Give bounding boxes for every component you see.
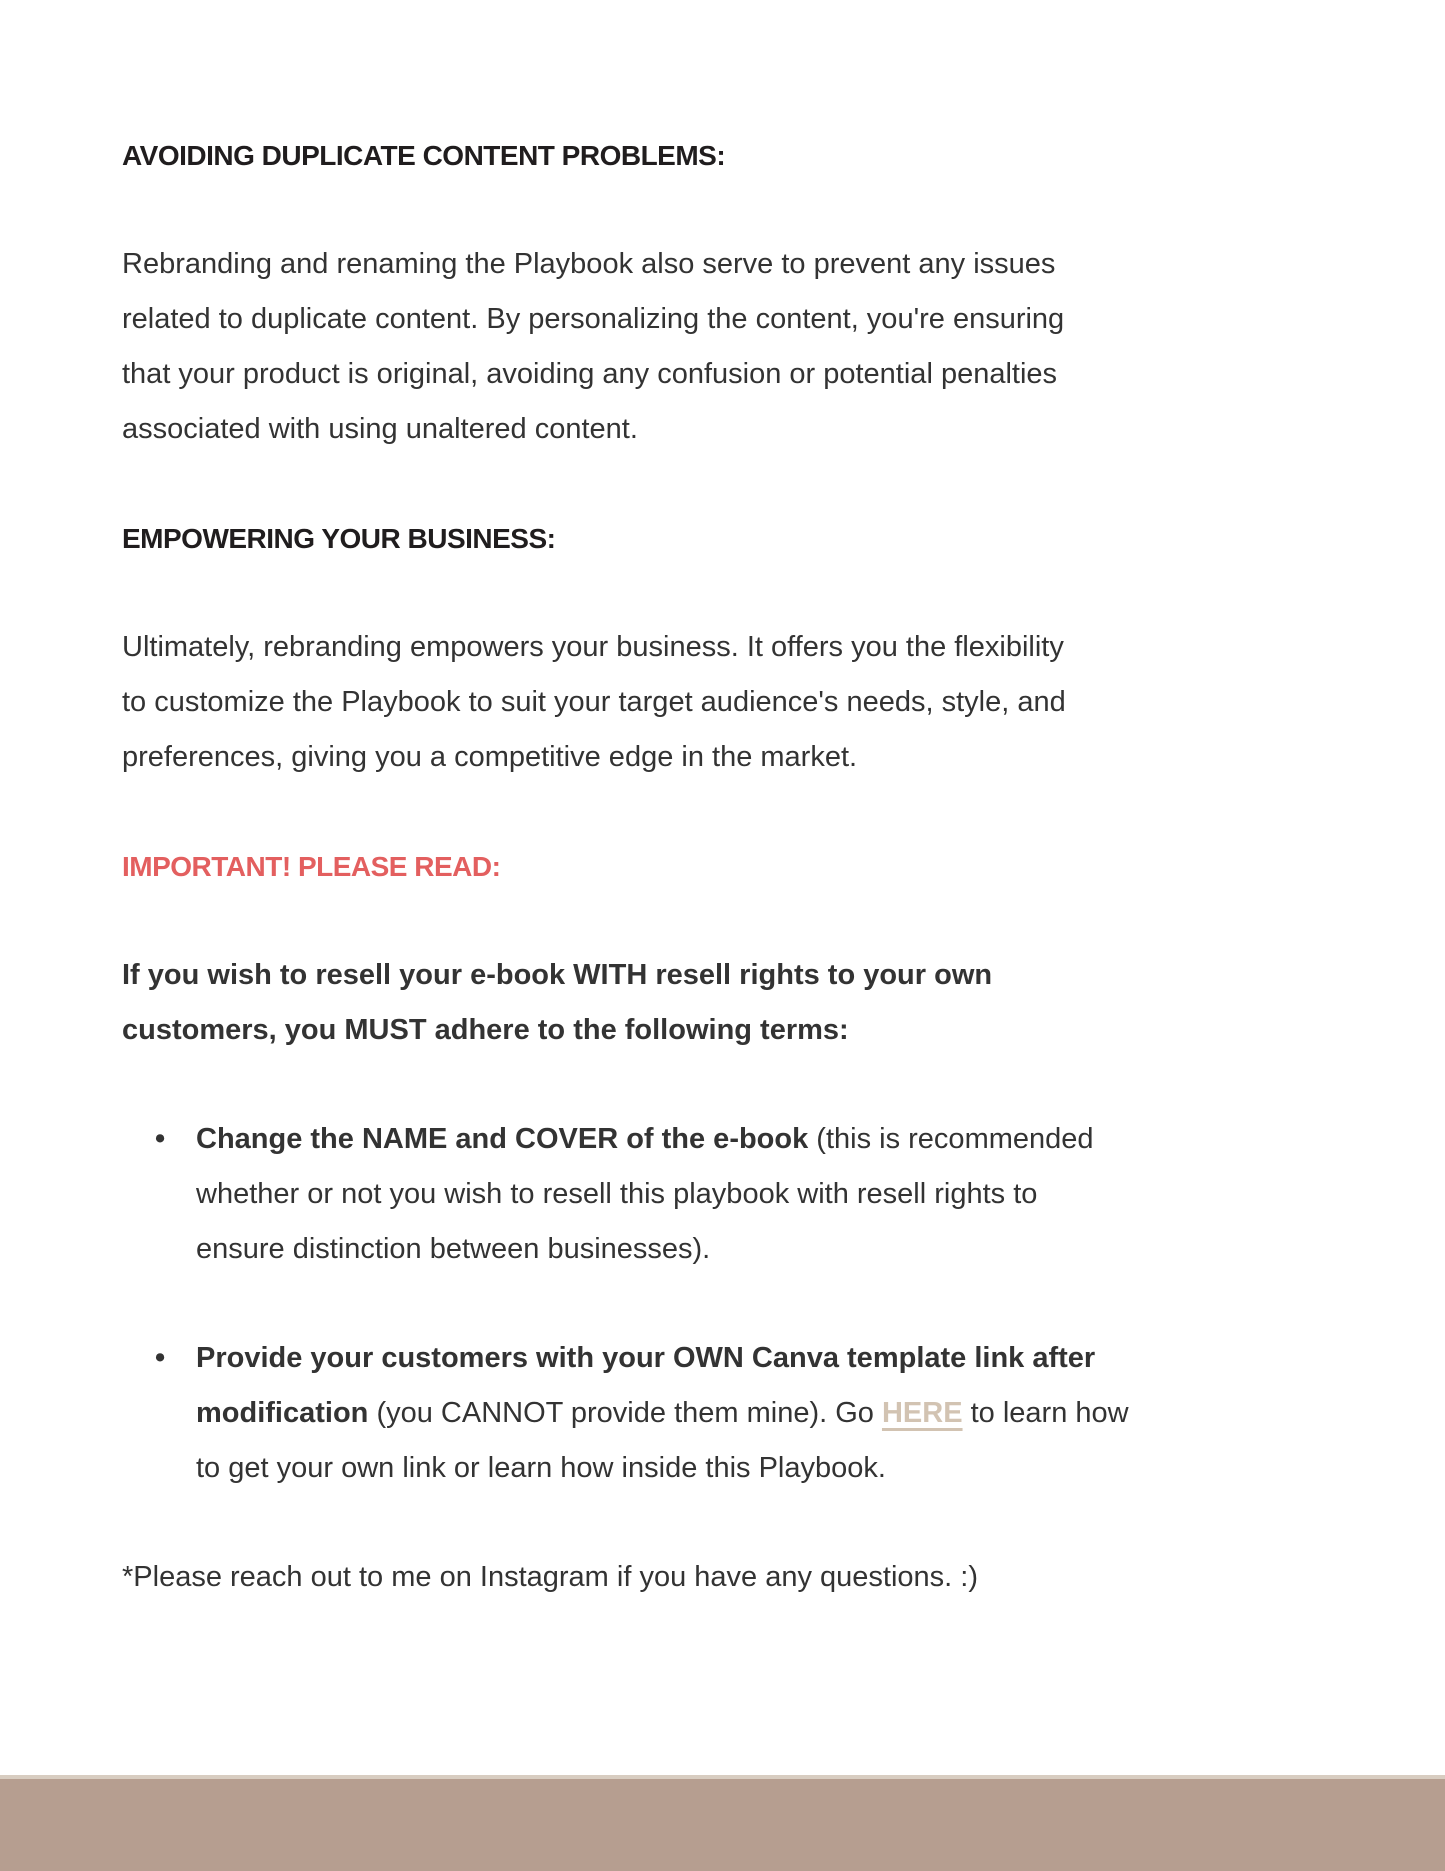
text-line — [122, 620, 1325, 675]
paragraph-empowering-business — [122, 620, 1325, 785]
text-run: Ultimately, rebranding empowers your business. It offers you the flexibility — [122, 631, 1064, 663]
text-line — [196, 1222, 1094, 1277]
text-line — [196, 1331, 1129, 1386]
text-run: to customize the Playbook to suit your target audience's needs, style, and — [122, 686, 1066, 718]
text-line — [122, 347, 1325, 402]
text-run: If you wish to resell your e-book WITH resell rights to your own — [122, 959, 993, 991]
text-run: (this is recommended — [808, 1123, 1094, 1155]
text-line — [122, 237, 1325, 292]
text-line — [196, 1386, 1129, 1441]
resell-terms-list — [122, 1112, 1325, 1496]
heading-avoiding-duplicate-content: AVOIDING DUPLICATE CONTENT PROBLEMS: — [122, 140, 726, 171]
text-line — [196, 1112, 1094, 1167]
footnote-instagram: *Please reach out to me on Instagram if you have any questions. :) — [122, 1561, 978, 1593]
text-run: preferences, giving you a competitive edge in the market. — [122, 741, 858, 773]
here-link[interactable]: HERE — [881, 1397, 963, 1429]
paragraph-resell-terms-intro — [122, 948, 1325, 1058]
text-run: related to duplicate content. By personalizing the content, you're ensuring — [122, 303, 1065, 335]
text-run: Rebranding and renaming the Playbook also serve to prevent any issues — [122, 248, 1056, 280]
list-item-provide-canva-link — [122, 1331, 1325, 1496]
footer-color-bar — [0, 1775, 1445, 1871]
text-line — [122, 948, 1325, 1003]
bullet-icon: • — [155, 1123, 166, 1155]
heading-empowering-your-business: EMPOWERING YOUR BUSINESS: — [122, 523, 556, 554]
bullet-icon: • — [155, 1342, 166, 1374]
text-run: modification — [196, 1397, 369, 1429]
text-line — [122, 292, 1325, 347]
text-run: ensure distinction between businesses). — [196, 1233, 711, 1265]
text-run: Change the NAME and COVER of the e-book — [196, 1123, 809, 1155]
text-run: to learn how — [962, 1397, 1129, 1429]
text-run: (you CANNOT provide them mine). Go — [368, 1397, 882, 1429]
text-run: whether or not you wish to resell this playbook with resell rights to — [196, 1178, 1038, 1210]
list-item-change-name-cover — [122, 1112, 1325, 1277]
bullet-text-change-name-cover — [196, 1112, 1094, 1277]
text-run: customers, you MUST adhere to the following terms: — [122, 1014, 849, 1046]
text-line — [196, 1167, 1094, 1222]
text-line — [196, 1441, 1129, 1496]
text-line — [122, 402, 1325, 457]
text-run: to get your own link or learn how inside this Playbook. — [196, 1452, 886, 1484]
text-run: that your product is original, avoiding any confusion or potential penalties — [122, 358, 1058, 390]
text-run: associated with using unaltered content. — [122, 413, 638, 445]
paragraph-duplicate-content — [122, 237, 1325, 457]
heading-important-please-read: IMPORTANT! PLEASE READ: — [122, 851, 501, 882]
text-line — [122, 1003, 1325, 1058]
text-line — [122, 730, 1325, 785]
bullet-text-provide-canva-link — [196, 1331, 1129, 1496]
text-run: Provide your customers with your OWN Canva template link after — [196, 1342, 1096, 1374]
text-line — [122, 675, 1325, 730]
